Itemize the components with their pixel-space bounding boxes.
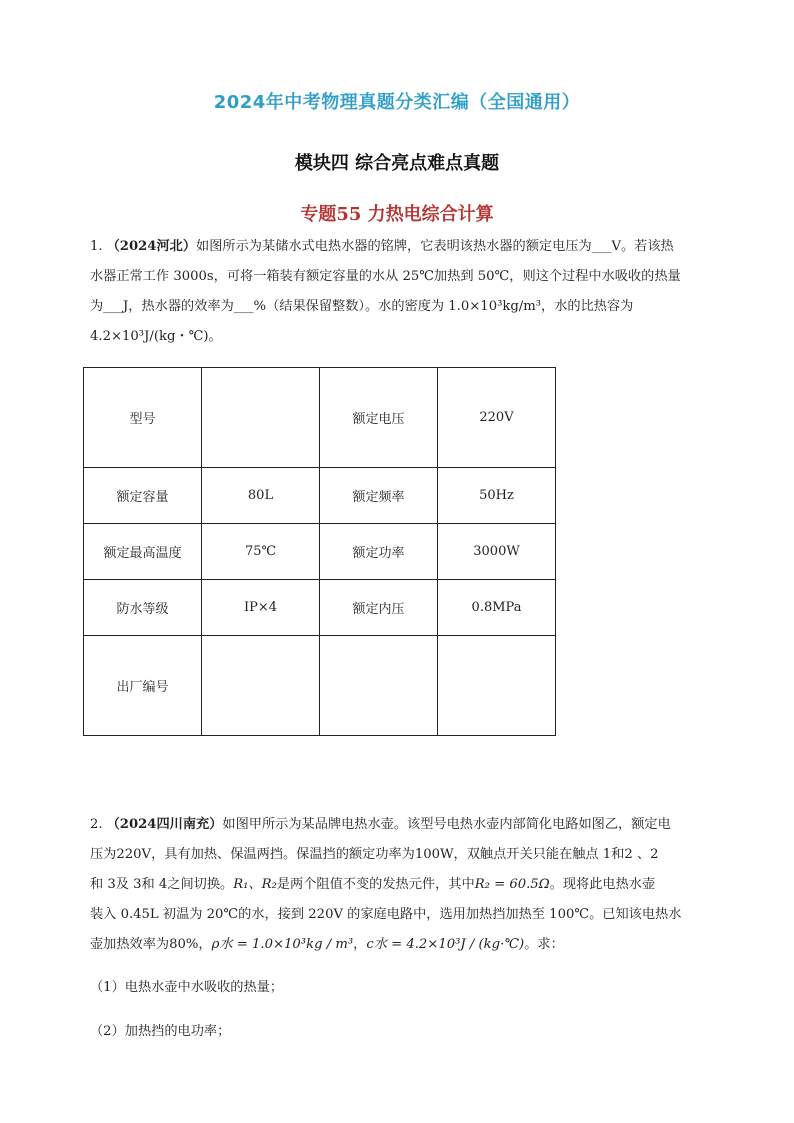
table-cell: IP×4 [202,580,320,636]
table-cell: 3000W [438,524,556,580]
table-row [84,636,556,736]
question-2-line-5 [90,930,710,960]
question-2-text-5c: ， [353,937,367,952]
module-title: 模块四 综合亮点难点真题 [294,153,500,174]
question-2-text-1: 如图甲所示为某品牌电热水壶。该型号电热水壶内部简化电路如图乙，额定电 [222,817,671,832]
question-1-line-4: 4.2×10³J/(kg・℃)。 [90,329,222,344]
table-cell: 防水等级 [84,580,202,636]
question-2-number: 2. [90,817,103,832]
table-cell: 型号 [84,368,202,468]
question-2-line-1 [90,810,710,840]
water-density-formula: ρ水 = 1.0×10³kg / m³ [211,937,354,952]
water-specific-heat-formula: c水 = 4.2×10³J / (kg·℃) [366,937,525,952]
topic-title-clip [0,204,794,225]
question-2-line-3 [90,870,710,900]
table-cell: 80L [202,468,320,524]
table-row [84,580,556,636]
question-2-line-2: 压为220V，具有加热、保温两挡。保温挡的额定功率为100W，双触点开关只能在触点 1和2 、2 [90,847,659,862]
question-2-text-5a: 壶加热效率为80%， [90,937,212,952]
question-1 [90,232,710,352]
question-2-text-3e: 。现将此电热水壶 [549,877,656,892]
resistor-symbols: R₁、R₂ [233,877,277,892]
table-cell [202,368,320,468]
table-cell: 出厂编号 [84,636,202,736]
question-1-line-3: 为___J，热水器的效率为___%（结果保留整数）。水的密度为 1.0×10³kg/m³，水的比热容为 [90,299,634,314]
question-2 [90,810,710,960]
question-1-text-1: 如图所示为某储水式电热水器的铭牌，它表明该热水器的额定电压为___V。若该热 [196,239,674,254]
page-title: 2024年中考物理真题分类汇编（全国通用） [213,92,581,113]
question-1-number: 1. [90,239,103,254]
question-1-line-2: 水器正常工作 3000s，可将一箱装有额定容量的水从 25℃加热到 50℃，则这个过程中水吸收的热量 [90,269,681,284]
table-cell: 50Hz [438,468,556,524]
table-cell: 0.8MPa [438,580,556,636]
subquestion-1: （1）电热水壶中水吸收的热量； [90,980,284,995]
table-cell: 额定频率 [320,468,438,524]
topic-title: 专题55 力热电综合计算 [300,204,494,225]
question-2-text-3c: 是两个阻值不变的发热元件，其中 [276,877,475,892]
question-1-line-1 [90,232,710,262]
question-2-source: （2024四川南充） [106,817,223,832]
table-row [84,468,556,524]
subquestion-2: （2）加热挡的电功率； [90,1024,231,1039]
nameplate-table [83,367,556,736]
table-cell: 额定容量 [84,468,202,524]
question-2-text-3a: 和 3及 3和 4之间切换。 [90,877,234,892]
table-cell [320,636,438,736]
table-cell: 220V [438,368,556,468]
question-1-source: （2024河北） [106,239,197,254]
table-cell: 额定功率 [320,524,438,580]
table-cell: 额定最高温度 [84,524,202,580]
question-2-line-4: 装入 0.45L 初温为 20℃的水，接到 220V 的家庭电路中，选用加热挡加热至 100℃。已知该电热水 [90,907,682,922]
table-row [84,368,556,468]
r2-value: R₂ = 60.5Ω [474,877,550,892]
table-cell [202,636,320,736]
table-cell: 额定电压 [320,368,438,468]
table-cell [438,636,556,736]
table-cell: 额定内压 [320,580,438,636]
table-row [84,524,556,580]
question-2-text-5e: 。求： [524,937,564,952]
table-cell: 75℃ [202,524,320,580]
